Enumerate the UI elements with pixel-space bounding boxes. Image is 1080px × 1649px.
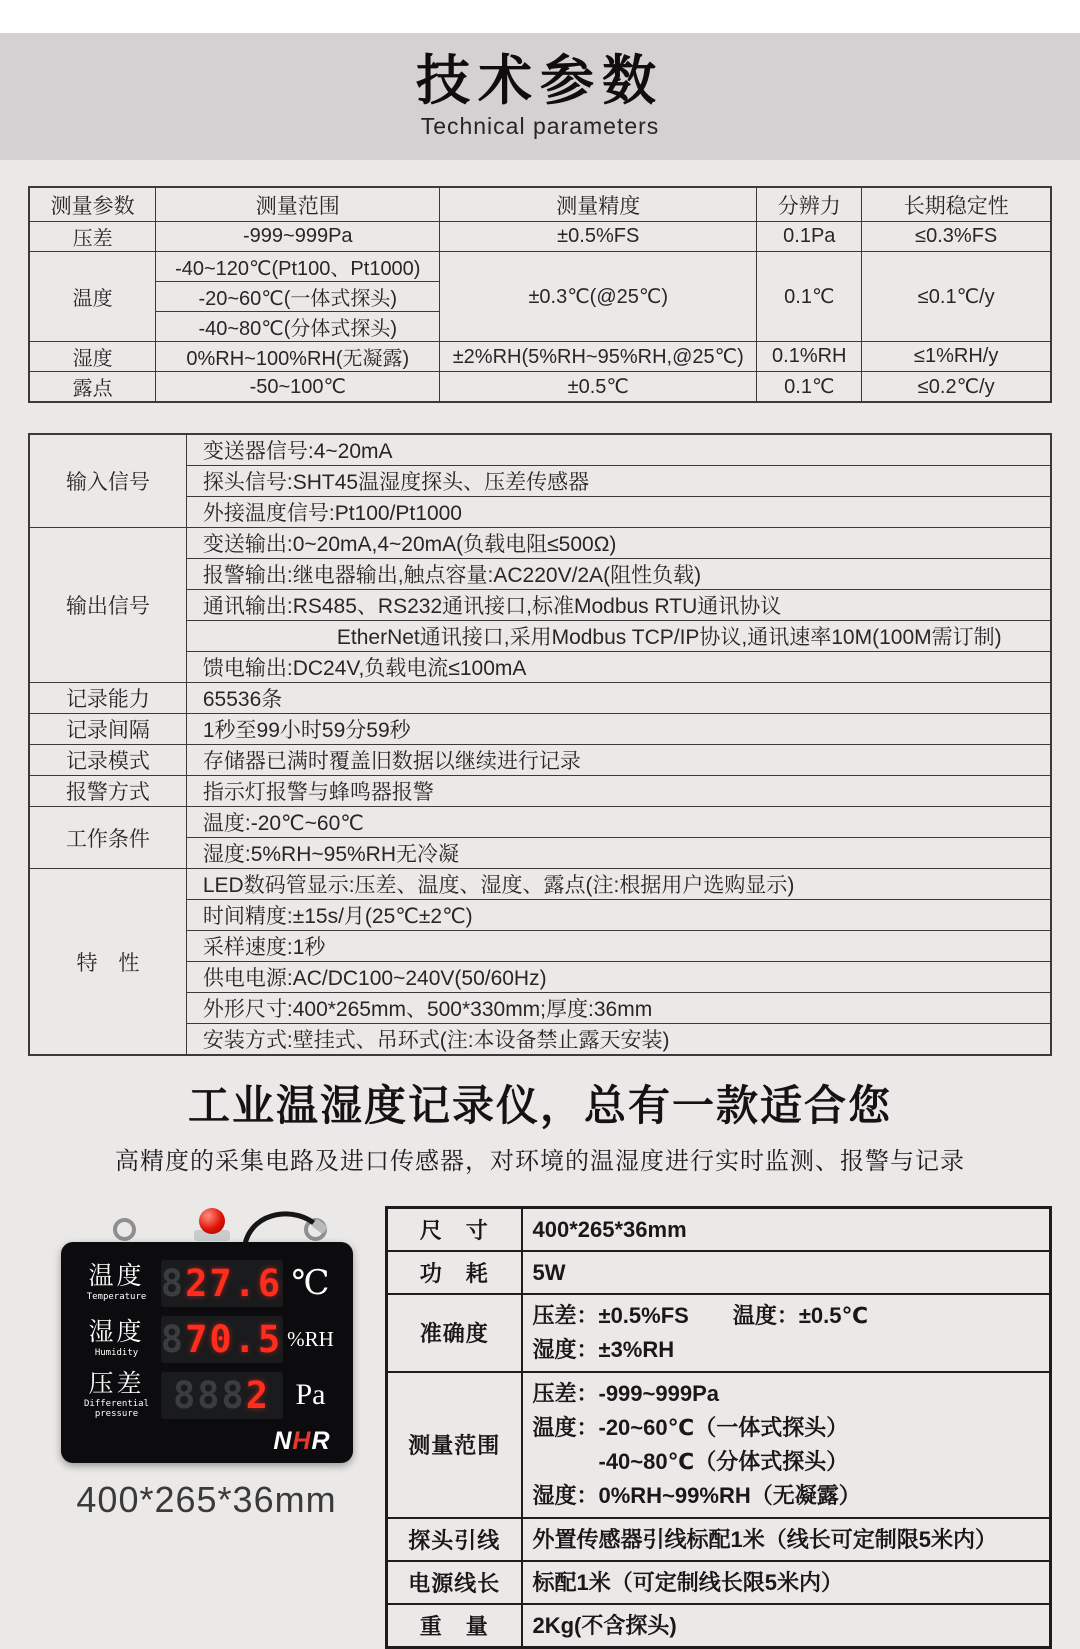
group-working-conditions	[29, 807, 1051, 838]
device-image	[61, 1206, 353, 1464]
param-name: 露点	[29, 372, 156, 403]
led-display-panel	[61, 1242, 353, 1464]
spec-cell: 65536条	[186, 683, 1051, 714]
row-dewpoint	[29, 372, 1051, 403]
spec-cell: 湿度:5%RH~95%RH无冷凝	[186, 838, 1051, 869]
spec-line: 压差：±0.5%FS 温度：±0.5℃	[532, 1302, 869, 1328]
spec-cell: 采样速度:1秒	[186, 931, 1051, 962]
param-name: 压差	[29, 222, 156, 252]
spec-line: -40~80℃（分体式探头）	[532, 1448, 849, 1474]
header-accuracy: 测量精度	[440, 187, 757, 222]
param-resolution: 0.1℃	[757, 372, 862, 403]
row-label-cn: 压差	[88, 1370, 145, 1398]
group-record-capacity	[29, 683, 1051, 714]
table-header-row	[29, 187, 1051, 222]
brand-logo	[73, 1428, 339, 1456]
group-record-interval	[29, 714, 1051, 745]
display-row-temperature	[73, 1260, 339, 1307]
group-label: 输入信号	[29, 434, 186, 528]
group-input	[29, 434, 1051, 466]
spec-line: 湿度：±3%RH	[532, 1336, 675, 1362]
row-label-cn: 温度	[88, 1263, 145, 1291]
param-stability: ≤0.1℃/y	[862, 252, 1051, 342]
seven-segment-display	[161, 1372, 283, 1419]
param-name: 湿度	[29, 342, 156, 372]
brand-letter-r: R	[311, 1426, 331, 1455]
seven-segment-display	[161, 1316, 283, 1363]
signal-feature-table	[28, 433, 1052, 1056]
header-stability: 长期稳定性	[862, 187, 1051, 222]
unit-label: ℃	[291, 1265, 330, 1302]
row-label-cn: 湿度	[88, 1319, 145, 1347]
spec-cell: 通讯输出:RS485、RS232通讯接口,标准Modbus RTU通讯协议	[186, 590, 1051, 621]
spec-cell: 安装方式:壁挂式、吊环式(注:本设备禁止露天安装)	[186, 1024, 1051, 1056]
header-resolution: 分辨力	[757, 187, 862, 222]
param-range: -40~120℃(Pt100、Pt1000)	[156, 252, 440, 282]
spec-value	[522, 1294, 1051, 1372]
spec-cell: 存储器已满时覆盖旧数据以继续进行记录	[186, 745, 1051, 776]
spec-cell: 指示灯报警与蜂鸣器报警	[186, 776, 1051, 807]
spec-value	[522, 1372, 1051, 1518]
display-row-humidity	[73, 1316, 339, 1363]
promo-subheading: 高精度的采集电路及进口传感器，对环境的温湿度进行实时监测、报警与记录	[115, 1147, 965, 1175]
param-name: 温度	[29, 252, 156, 342]
page-title: 技术参数	[416, 50, 664, 111]
brand-letter-h: H	[292, 1426, 312, 1455]
row-humidity	[29, 342, 1051, 372]
spec-value: 400*265*36mm	[522, 1207, 1051, 1251]
param-range: -20~60℃(一体式探头)	[156, 282, 440, 312]
page-title-en: Technical parameters	[420, 113, 660, 140]
param-stability: ≤0.2℃/y	[862, 372, 1051, 403]
group-alarm-mode	[29, 776, 1051, 807]
row-label-en: Temperature	[86, 1291, 147, 1302]
measurement-parameters-table	[28, 186, 1052, 403]
spec-cell: 变送输出:0~20mA,4~20mA(负载电阻≤500Ω)	[186, 528, 1051, 559]
param-range: -999~999Pa	[156, 222, 440, 252]
row-label-en: Differential pressure	[83, 1398, 150, 1419]
row-cord	[387, 1561, 1051, 1604]
unlit-digits: 8	[160, 1261, 186, 1305]
bottom-section	[28, 1206, 1052, 1649]
header-range: 测量范围	[156, 187, 440, 222]
lit-digits: 2	[245, 1373, 271, 1417]
group-label: 记录模式	[29, 745, 186, 776]
spec-cell: LED数码管显示:压差、温度、湿度、露点(注:根据用户选购显示)	[186, 869, 1051, 900]
spec-cell: 报警输出:继电器输出,触点容量:AC220V/2A(阻性负载)	[186, 559, 1051, 590]
spec-cell: 探头信号:SHT45温湿度探头、压差传感器	[186, 466, 1051, 497]
row-power	[387, 1251, 1051, 1294]
sensor-cable-icon	[239, 1204, 331, 1246]
spec-label: 电源线长	[387, 1561, 522, 1604]
lit-digits: 70.5	[185, 1317, 283, 1361]
group-label: 工作条件	[29, 807, 186, 869]
spec-label: 探头引线	[387, 1518, 522, 1561]
unit-label: Pa	[295, 1378, 326, 1412]
spec-value: 5W	[522, 1251, 1051, 1294]
spec-label: 尺 寸	[387, 1207, 522, 1251]
row-label-en: Humidity	[94, 1347, 139, 1358]
spec-value: 2Kg(不含探头)	[522, 1604, 1051, 1648]
group-features	[29, 869, 1051, 900]
spec-line: 温度：-20~60℃（一体式探头）	[532, 1414, 849, 1440]
row-range	[387, 1372, 1051, 1518]
param-accuracy: ±0.3℃(@25℃)	[440, 252, 757, 342]
brand-letter-n: N	[273, 1426, 293, 1455]
header-param: 测量参数	[29, 187, 156, 222]
spec-cell: 变送器信号:4~20mA	[186, 434, 1051, 466]
spec-cell: 馈电输出:DC24V,负载电流≤100mA	[186, 652, 1051, 683]
spec-cell: 外形尺寸:400*265mm、500*330mm;厚度:36mm	[186, 993, 1051, 1024]
row-label	[73, 1320, 161, 1357]
row-pressure	[29, 222, 1051, 252]
row-label	[73, 1372, 161, 1419]
spec-cell: 1秒至99小时59分59秒	[186, 714, 1051, 745]
title-banner	[0, 33, 1080, 160]
hanging-ring-left-icon	[113, 1218, 136, 1241]
param-resolution: 0.1℃	[757, 252, 862, 342]
row-weight	[387, 1604, 1051, 1648]
promo-heading: 工业温湿度记录仪，总有一款适合您	[187, 1082, 892, 1129]
spec-cell: 供电电源:AC/DC100~240V(50/60Hz)	[186, 962, 1051, 993]
group-label: 报警方式	[29, 776, 186, 807]
row-probe	[387, 1518, 1051, 1561]
alarm-beacon-icon	[199, 1208, 225, 1234]
spec-label: 测量范围	[387, 1372, 522, 1518]
device-spec-table	[385, 1206, 1052, 1649]
unlit-digits: 8	[160, 1317, 186, 1361]
spec-label: 功 耗	[387, 1251, 522, 1294]
param-range: -40~80℃(分体式探头)	[156, 312, 440, 342]
spec-cell: EtherNet通讯接口,采用Modbus TCP/IP协议,通讯速率10M(100M需订制)	[186, 621, 1051, 652]
param-range: -50~100℃	[156, 372, 440, 403]
row-temperature	[29, 252, 1051, 282]
device-dimensions-label: 400*265*36mm	[76, 1479, 337, 1521]
main-content	[0, 160, 1080, 1649]
seven-segment-display	[161, 1260, 283, 1307]
param-stability: ≤0.3%FS	[862, 222, 1051, 252]
group-record-mode	[29, 745, 1051, 776]
param-stability: ≤1%RH/y	[862, 342, 1051, 372]
group-label: 特 性	[29, 869, 186, 1056]
spec-label: 重 量	[387, 1604, 522, 1648]
row-size	[387, 1207, 1051, 1251]
top-white-strip	[0, 0, 1080, 33]
spec-line: 压差：-999~999Pa	[532, 1380, 719, 1406]
group-label: 记录能力	[29, 683, 186, 714]
row-label	[73, 1264, 161, 1301]
lit-digits: 27.6	[185, 1261, 283, 1305]
spec-cell: 外接温度信号:Pt100/Pt1000	[186, 497, 1051, 528]
param-resolution: 0.1Pa	[757, 222, 862, 252]
unit-label: %RH	[287, 1326, 334, 1351]
device-column	[28, 1206, 385, 1522]
group-label: 输出信号	[29, 528, 186, 683]
spec-line: 湿度：0%RH~99%RH（无凝露）	[532, 1482, 861, 1508]
param-accuracy: ±2%RH(5%RH~95%RH,@25℃)	[440, 342, 757, 372]
display-row-pressure	[73, 1372, 339, 1419]
param-accuracy: ±0.5%FS	[440, 222, 757, 252]
spec-value: 外置传感器引线标配1米（线长可定制限5米内）	[522, 1518, 1051, 1561]
param-resolution: 0.1%RH	[757, 342, 862, 372]
group-output	[29, 528, 1051, 559]
spec-label: 准确度	[387, 1294, 522, 1372]
spec-cell: 温度:-20℃~60℃	[186, 807, 1051, 838]
device-spec-column	[385, 1206, 1052, 1649]
row-accuracy	[387, 1294, 1051, 1372]
spec-value: 标配1米（可定制线长限5米内）	[522, 1561, 1051, 1604]
param-accuracy: ±0.5℃	[440, 372, 757, 403]
group-label: 记录间隔	[29, 714, 186, 745]
spec-cell: 时间精度:±15s/月(25℃±2℃)	[186, 900, 1051, 931]
unlit-digits: 888	[172, 1373, 246, 1417]
param-range: 0%RH~100%RH(无凝露)	[156, 342, 440, 372]
